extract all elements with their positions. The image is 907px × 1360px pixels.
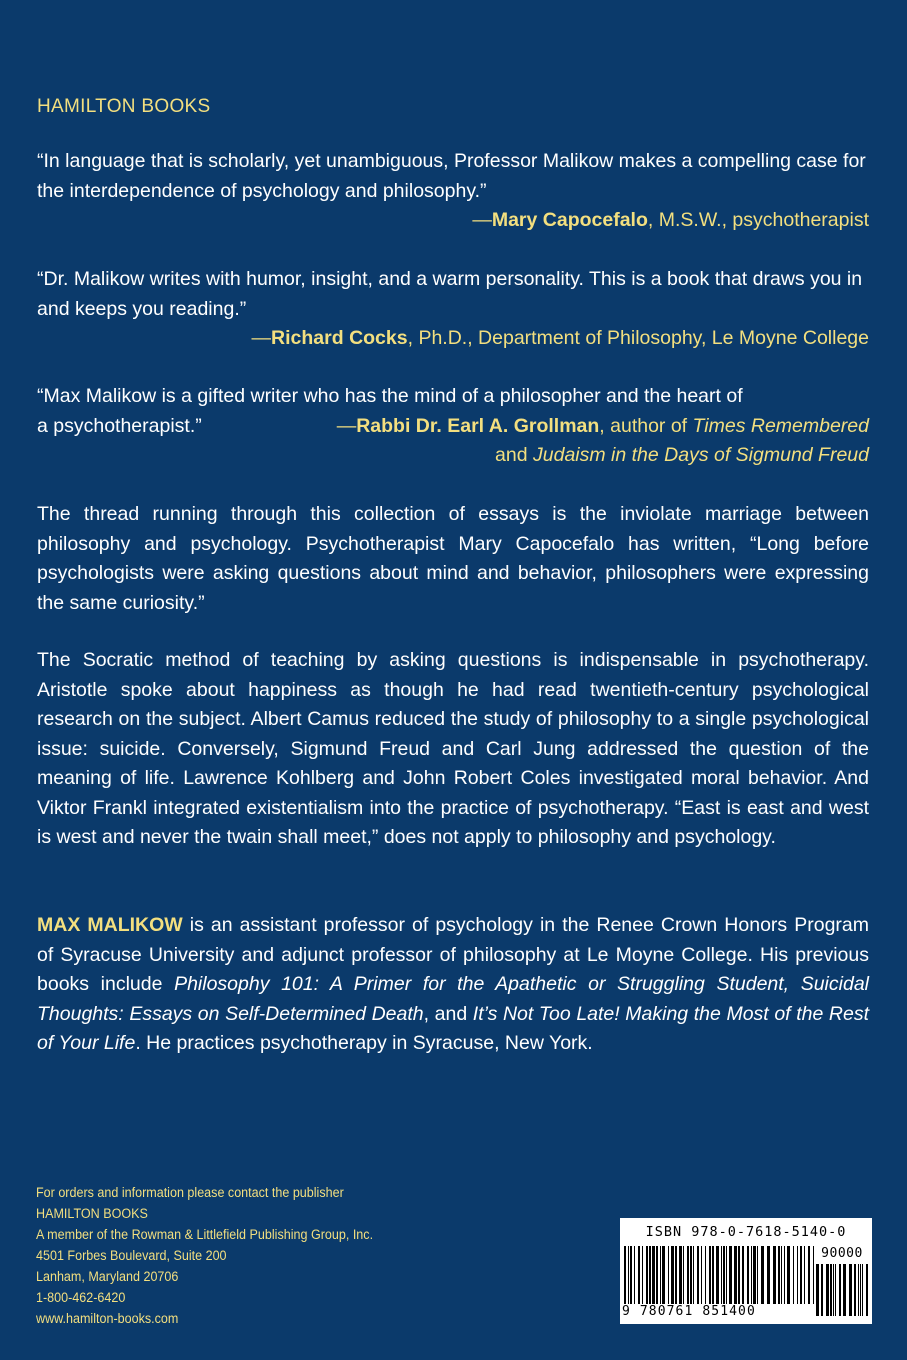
quote-2-credential: , Ph.D., Department of Philosophy, Le Moyne College [407, 327, 869, 349]
contact-line: HAMILTON BOOKS [36, 1206, 148, 1221]
contact-line: A member of the Rowman & Littlefield Publishing Group, Inc. [36, 1227, 374, 1242]
barcode-addon-bars-icon [816, 1264, 868, 1316]
description-paragraph-2: The Socratic method of teaching by asking questions is indispensable in psychotherapy. Aristotle spoke about happiness as though he had read twentieth-century psychological research on the subject. Albert Camus reduced the study of philosophy to a single psychological issue: suicide. Conversely, Sigmund Freud and Carl Jung addressed the question of the meaning of life. Lawrence Kohlberg and John Robert Coles investigated moral behavior. And Viktor Frankl integrated existentialism into the practice of psychotherapy. “East is east and west is west and never the twain shall meet,” does not apply to philosophy and psychology. [37, 649, 869, 848]
contact-website: www.hamilton-books.com [36, 1311, 179, 1326]
contact-line: Lanham, Maryland 20706 [36, 1269, 179, 1284]
description-paragraph-1: The thread running through this collection of essays is the inviolate marriage between philosophy and psychology. Psychotherapist Mary Capocefalo has written, “Long before psychologists were asking questions about mind and behavior, philosophers were expressing the same curiosity.” [37, 503, 869, 614]
author-bio: MAX MALIKOW is an assistant professor of psychology in the Renee Crown Honors Program of Syracuse University and adjunct professor of philosophy at Le Moyne College. His previous books include Philosophy 101: A Primer for the Apathetic or Struggling Student, Suicidal Thoughts: Essays on Self-Determined Death, and It’s Not Too Late! Making the Most of the Rest of Your Life. He practices psychotherapy in Syracuse, New York. [37, 914, 870, 1054]
author-name: MAX MALIKOW [37, 914, 183, 936]
quote-3-book-2: Judaism in the Days of Sigmund Freud [533, 444, 869, 466]
contact-line: 4501 Forbes Boulevard, Suite 200 [36, 1248, 227, 1263]
isbn-barcode [620, 1218, 872, 1324]
quote-3-book-1: Times Remembered [692, 414, 869, 437]
barcode-bars-icon [624, 1246, 814, 1306]
bio-book-2: It’s Not Too Late! Making the Most of the Rest of Your Life [37, 1002, 870, 1054]
contact-line: 1-800-462-6420 [36, 1290, 126, 1305]
quote-2-text: “Dr. Malikow writes with humor, insight, and a warm personality. This is a book that draws you in and keeps you reading.” [37, 268, 863, 320]
quote-1-author: Mary Capocefalo [491, 209, 648, 231]
quote-1 [37, 147, 869, 236]
isbn-label: ISBN 978-0-7618-5140-0 [645, 1224, 847, 1240]
quote-2-author: Richard Cocks [271, 327, 408, 349]
quote-2 [37, 265, 869, 354]
quote-3-attribution: —Rabbi Dr. Earl A. Grollman, author of Times Remembered [336, 414, 869, 437]
bio-book-1: Philosophy 101: A Primer for the Apathetic or Struggling Student, Suicidal Thoughts: Essays on Self-Determined Death [37, 973, 869, 1025]
publisher-name: HAMILTON BOOKS [37, 96, 211, 117]
quote-3-author: Rabbi Dr. Earl A. Grollman [356, 414, 600, 437]
quote-3-attribution-cont: and Judaism in the Days of Sigmund Freud [495, 444, 869, 466]
contact-line: For orders and information please contact the publisher [36, 1185, 344, 1200]
barcode-ean-number: 9 780761 851400 [622, 1304, 814, 1319]
publisher-contact [36, 1182, 373, 1329]
quote-1-attribution: —Mary Capocefalo, M.S.W., psychotherapist [472, 209, 869, 231]
barcode-addon-number: 90000 [821, 1246, 863, 1261]
quote-2-attribution: —Richard Cocks, Ph.D., Department of Philosophy, Le Moyne College [251, 327, 869, 349]
quote-3 [37, 382, 869, 471]
quote-1-text: “In language that is scholarly, yet unambiguous, Professor Malikow makes a compelling case for the interdependence of psychology and philosophy.” [37, 150, 866, 202]
quote-1-credential: , M.S.W., psychotherapist [647, 209, 869, 231]
quote-3-text-line-2: a psychotherapist.” [37, 414, 202, 437]
quote-3-text-line-1: “Max Malikow is a gifted writer who has the mind of a philosopher and the heart of [37, 385, 743, 407]
